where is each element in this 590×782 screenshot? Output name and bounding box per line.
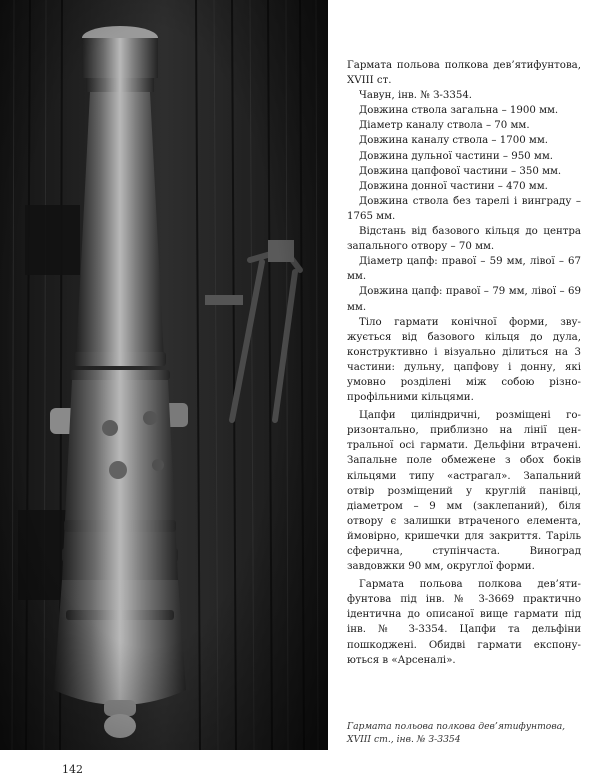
page-number: 142 — [62, 763, 83, 776]
cannon-description — [347, 58, 581, 668]
paragraph-length-without-cascabel: Довжина ствола без тарелі і винграду – 1765 мм. — [347, 195, 581, 222]
paragraph-title: Гармата польова полкова дев’ятифунтова, XVIII ст. — [347, 60, 581, 87]
paragraph-length-total: Довжина ствола загальна – 1900 мм. — [359, 105, 559, 117]
paragraph-trunnion-section-length: Довжина цапфової частини – 350 мм. — [359, 165, 562, 177]
paragraph-body-shape: Тіло гармати конічної форми, звужується від базового кільця до дула, конструктивно і візуально ділиться на 3 частини: дульну, цапфову і донну, які умовно розділені між собою різнопрофільними кільцями. — [347, 316, 581, 404]
paragraph-material: Чавун, інв. № З-3354. — [359, 90, 473, 102]
paragraph-muzzle-length: Довжина дульної частини – 950 мм. — [359, 150, 553, 162]
paragraph-breech-length: Довжина донної частини – 470 мм. — [359, 180, 548, 192]
paragraph-trunnion-length: Довжина цапф: правої – 79 мм, лівої – 69 мм. — [347, 286, 581, 313]
paragraph-second-cannon: Гармата польова полкова дев’ятифунтова під інв. № З-3669 практично ідентична до описаної вище гармати під інв. № З-3354. Цапфи та дельфіни пошкоджені. Обидві гармати експонуються в «Арсеналі». — [347, 579, 581, 666]
paragraph-bore-length: Довжина каналу ствола – 1700 мм. — [359, 135, 549, 147]
paragraph-bore-diameter: Діаметр каналу ствола – 70 мм. — [359, 120, 530, 132]
paragraph-vent-distance: Відстань від базового кільця до центра запального отвору – 70 мм. — [347, 226, 581, 253]
paragraph-trunnion-diameter: Діаметр цапф: правої – 59 мм, лівої – 67 мм. — [347, 256, 581, 283]
paragraph-trunnions-details: Цапфи циліндричні, розміщені горизонтально, приблизно на лінії центральної осі гармати. Дельфіни втрачені. Запальне поле обмежене з обох боків кільцями типу «астрагал». Запальний отвір розміщений у круглій панівці, діаметром – 9 мм (заклепаний), біля отвору є залишки втраченого елемента, ймовірно, кришечки для закриття. Таріль сферична, ступінчаста. Виноград завдовжки 90 мм, округлої форми. — [347, 410, 581, 573]
photo-caption: Гармата польова полкова дев’ятифунтова, XVIII ст., інв. № З-3354 — [347, 721, 566, 745]
